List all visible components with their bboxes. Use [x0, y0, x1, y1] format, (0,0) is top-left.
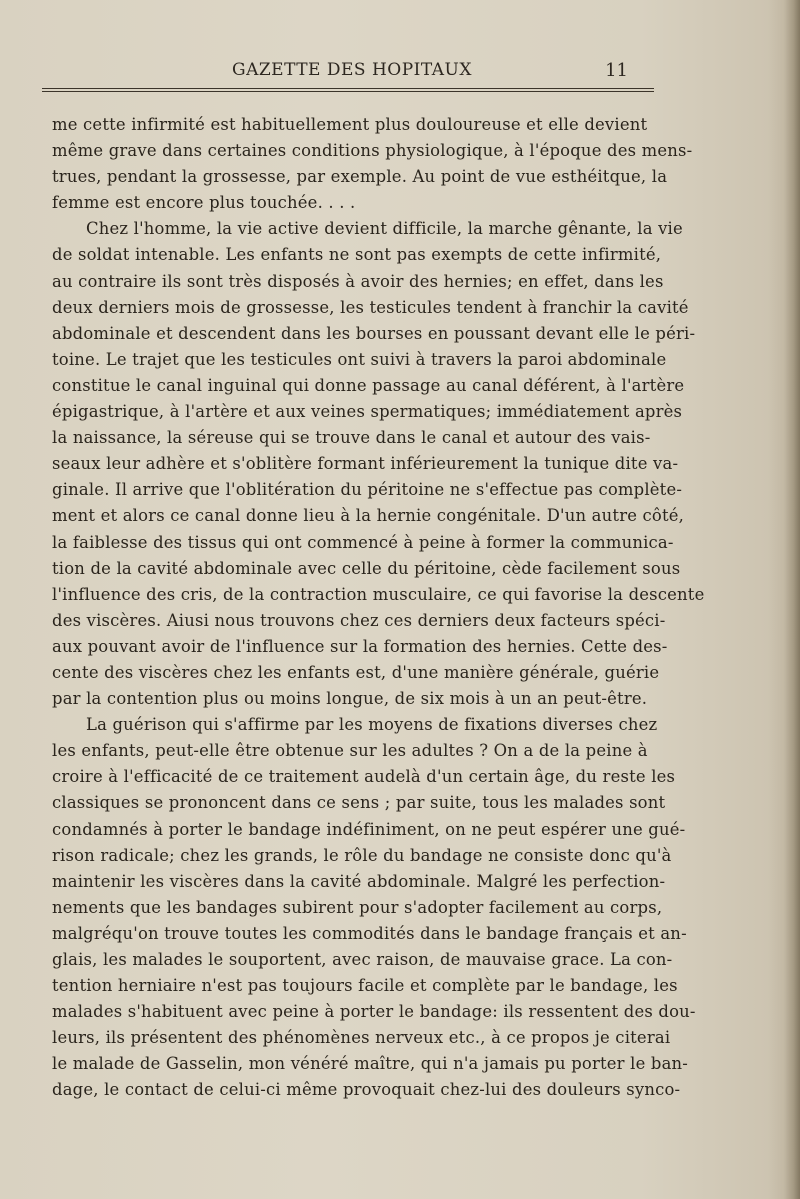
text-line: épigastrique, à l'artère et aux veines spermatiques; immédiatement après: [52, 402, 683, 422]
text-line: Chez l'homme, la vie active devient difficile, la marche gênante, la vie: [86, 219, 683, 239]
text-line: croire à l'efficacité de ce traitement audelà d'un certain âge, du reste les: [52, 767, 676, 787]
text-line: malgréqu'on trouve toutes les commodités dans le bandage français et an-: [52, 923, 687, 943]
text-line: deux derniers mois de grossesse, les testicules tendent à franchir la cavité: [52, 297, 689, 317]
text-line: abdominale et descendent dans les bourses en poussant devant elle le péri-: [52, 323, 696, 343]
text-line: même grave dans certaines conditions physiologique, à l'époque des mens-: [52, 141, 693, 161]
text-line: leurs, ils présentent des phénomènes nerveux etc., à ce propos je citerai: [52, 1028, 671, 1048]
text-line: ment et alors ce canal donne lieu à la hernie congénitale. D'un autre côté,: [52, 506, 685, 526]
running-title: GAZETTE DES HOPITAUX: [231, 60, 472, 80]
text-line: glais, les malades le souportent, avec raison, de mauvaise grace. La con-: [52, 950, 673, 969]
text-line: ginale. Il arrive que l'oblitération du péritoine ne s'effectue pas complète-: [52, 480, 683, 500]
text-line: le malade de Gasselin, mon vénéré maître, qui n'a jamais pu porter le ban-: [52, 1054, 689, 1074]
text-line: la naissance, la séreuse qui se trouve dans le canal et autour des vais-: [52, 428, 651, 448]
text-line: maintenir les viscères dans la cavité abdominale. Malgré les perfection-: [52, 871, 666, 891]
page-number: 11: [605, 60, 628, 81]
text-line: cente des viscères chez les enfants est, d'une manière générale, guérie: [52, 662, 660, 682]
text-line: des viscères. Aiusi nous trouvons chez ces derniers deux facteurs spéci-: [52, 610, 666, 630]
text-line: la faiblesse des tissus qui ont commencé à peine à former la communica-: [52, 532, 674, 552]
text-line: l'influence des cris, de la contraction musculaire, ce qui favorise la descente: [52, 584, 705, 604]
text-line: de soldat intenable. Les enfants ne sont pas exempts de cette infirmité,: [52, 245, 662, 265]
text-line: seaux leur adhère et s'oblitère formant inférieurement la tunique dite va-: [52, 454, 679, 474]
text-line: classiques se prononcent dans ce sens ; par suite, tous les malades sont: [52, 793, 666, 813]
text-line: aux pouvant avoir de l'influence sur la formation des hernies. Cette des-: [52, 636, 668, 656]
header-rule-top: [42, 88, 654, 89]
text-line: au contraire ils sont très disposés à avoir des hernies; en effet, dans les: [52, 271, 664, 291]
text-line: malades s'habituent avec peine à porter le bandage: ils ressentent des dou-: [52, 1002, 696, 1022]
text-line: constitue le canal inguinal qui donne passage au canal déférent, à l'artère: [52, 375, 685, 395]
text-line: par la contention plus ou moins longue, de six mois à un an peut-être.: [52, 689, 648, 709]
text-line: tention herniaire n'est pas toujours facile et complète par le bandage, les: [52, 976, 678, 996]
text-line: rison radicale; chez les grands, le rôle du bandage ne consiste donc qu'à: [52, 845, 672, 865]
text-line: les enfants, peut-elle être obtenue sur les adultes ? On a de la peine à: [52, 741, 648, 761]
text-line: La guérison qui s'affirme par les moyens de fixations diverses chez: [86, 715, 658, 735]
text-line: nements que les bandages subirent pour s'adopter facilement au corps,: [52, 897, 663, 917]
text-line: condamnés à porter le bandage indéfiniment, on ne peut espérer une gué-: [52, 819, 686, 839]
text-line: me cette infirmité est habituellement plus douloureuse et elle devient: [52, 115, 648, 134]
text-line: femme est encore plus touchée. . . .: [52, 193, 356, 213]
page-header: [50, 60, 654, 90]
header-rule-bottom: [42, 91, 654, 92]
text-line: tion de la cavité abdominale avec celle du péritoine, cède facilement sous: [52, 558, 681, 578]
body-text: [52, 112, 705, 1104]
text-line: dage, le contact de celui-ci même provoquait chez-lui des douleurs synco-: [52, 1080, 681, 1100]
page-edge-shadow: [784, 0, 800, 1199]
text-line: trues, pendant la grossesse, par exemple. Au point de vue esthéitque, la: [52, 167, 668, 187]
text-line: toine. Le trajet que les testicules ont suivi à travers la paroi abdominale: [52, 349, 667, 369]
